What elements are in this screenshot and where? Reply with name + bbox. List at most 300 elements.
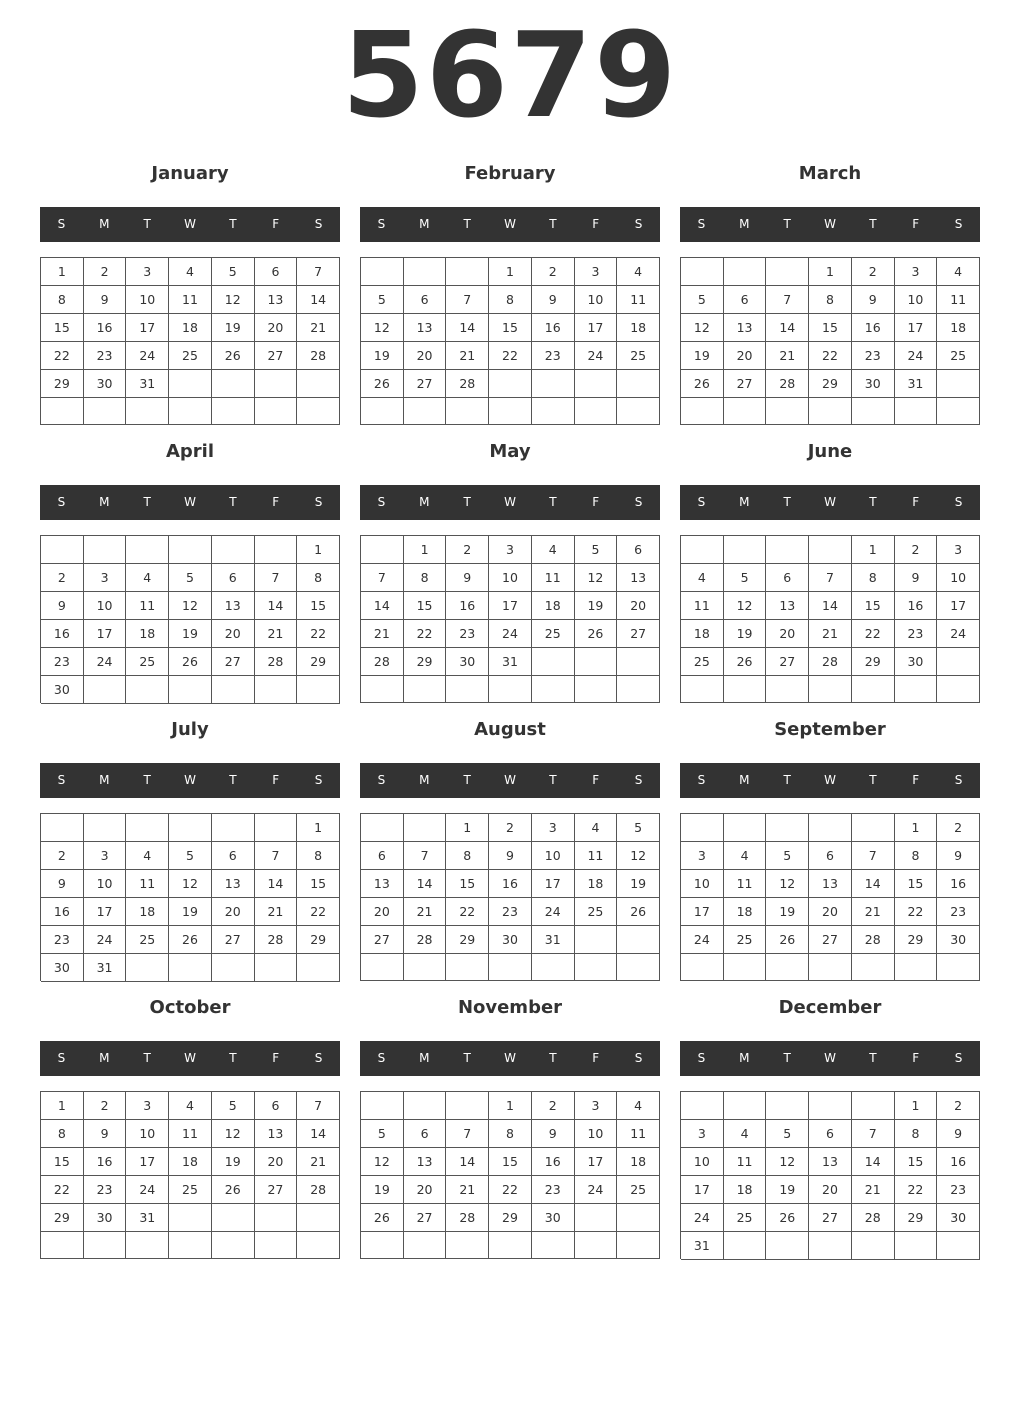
day-cell: 1	[41, 258, 84, 286]
day-cell: 24	[895, 342, 938, 370]
day-cell	[617, 370, 660, 398]
day-cell: 18	[681, 620, 724, 648]
day-cell: 8	[809, 286, 852, 314]
day-cell: 29	[297, 926, 340, 954]
day-cell: 20	[361, 898, 404, 926]
day-cell: 3	[681, 1120, 724, 1148]
day-cell	[212, 954, 255, 982]
day-cell: 11	[681, 592, 724, 620]
day-cell: 14	[404, 870, 447, 898]
day-cell: 11	[937, 286, 980, 314]
day-cell: 13	[809, 870, 852, 898]
day-cell	[681, 814, 724, 842]
day-cell: 19	[212, 314, 255, 342]
weekday-label: F	[272, 217, 280, 231]
day-grid	[680, 1091, 980, 1259]
weekday-label: T	[143, 217, 151, 231]
weekday-label: S	[697, 495, 706, 509]
weekday-label: M	[739, 1051, 750, 1065]
day-cell: 1	[895, 814, 938, 842]
day-cell: 18	[126, 898, 169, 926]
weekday-label: T	[463, 217, 471, 231]
day-cell	[532, 1232, 575, 1259]
day-cell: 19	[361, 342, 404, 370]
day-cell: 22	[895, 1176, 938, 1204]
weekday-label: S	[634, 1051, 643, 1065]
months-grid	[40, 155, 980, 1259]
day-cell: 2	[937, 814, 980, 842]
day-cell: 8	[297, 564, 340, 592]
day-cell: 27	[724, 370, 767, 398]
day-cell	[937, 1232, 980, 1260]
weekday-label: W	[504, 217, 516, 231]
day-cell: 9	[446, 564, 489, 592]
day-cell	[809, 536, 852, 564]
day-cell: 15	[41, 1148, 84, 1176]
day-cell: 14	[809, 592, 852, 620]
day-cell	[361, 814, 404, 842]
day-cell: 5	[681, 286, 724, 314]
day-cell: 3	[126, 1092, 169, 1120]
day-cell: 15	[297, 870, 340, 898]
day-cell: 24	[681, 1204, 724, 1232]
day-cell: 3	[532, 814, 575, 842]
day-cell: 18	[575, 870, 618, 898]
day-cell: 25	[681, 648, 724, 676]
day-cell: 23	[41, 926, 84, 954]
month-calendar-february	[360, 155, 660, 425]
day-cell	[169, 370, 212, 398]
day-cell: 14	[255, 592, 298, 620]
day-cell	[255, 1204, 298, 1232]
day-cell	[255, 676, 298, 704]
day-cell: 27	[404, 1204, 447, 1232]
day-cell: 13	[404, 1148, 447, 1176]
day-cell	[126, 676, 169, 704]
day-cell: 29	[446, 926, 489, 954]
day-cell: 14	[852, 870, 895, 898]
weekday-label: S	[57, 773, 66, 787]
day-cell: 23	[532, 342, 575, 370]
weekday-label: F	[592, 217, 600, 231]
day-cell	[212, 398, 255, 425]
day-cell	[895, 398, 938, 425]
day-cell: 5	[169, 842, 212, 870]
day-cell: 3	[126, 258, 169, 286]
day-cell: 23	[446, 620, 489, 648]
day-cell: 4	[937, 258, 980, 286]
day-cell: 19	[212, 1148, 255, 1176]
day-cell: 17	[126, 314, 169, 342]
day-cell: 1	[297, 536, 340, 564]
day-cell	[681, 398, 724, 425]
month-name: May	[489, 441, 531, 462]
day-cell	[446, 1092, 489, 1120]
day-cell: 7	[809, 564, 852, 592]
day-cell: 14	[297, 286, 340, 314]
day-cell: 30	[532, 1204, 575, 1232]
day-cell	[937, 954, 980, 981]
day-cell: 1	[404, 536, 447, 564]
weekday-label: M	[419, 773, 430, 787]
day-cell	[575, 370, 618, 398]
day-cell: 19	[617, 870, 660, 898]
weekday-header	[40, 485, 340, 520]
day-cell: 23	[937, 1176, 980, 1204]
day-cell	[126, 398, 169, 425]
day-cell: 1	[41, 1092, 84, 1120]
weekday-label: M	[419, 217, 430, 231]
day-cell	[84, 814, 127, 842]
day-cell	[766, 1092, 809, 1120]
day-cell: 19	[681, 342, 724, 370]
day-cell	[617, 1204, 660, 1232]
day-cell: 23	[895, 620, 938, 648]
day-cell: 7	[404, 842, 447, 870]
day-cell: 1	[809, 258, 852, 286]
day-cell	[724, 1092, 767, 1120]
day-cell: 20	[255, 314, 298, 342]
day-cell: 1	[489, 1092, 532, 1120]
day-cell: 18	[532, 592, 575, 620]
day-cell: 5	[575, 536, 618, 564]
weekday-label: S	[377, 773, 386, 787]
day-cell: 18	[617, 1148, 660, 1176]
day-cell: 29	[852, 648, 895, 676]
day-cell	[41, 814, 84, 842]
weekday-label: T	[463, 1051, 471, 1065]
day-cell: 25	[126, 648, 169, 676]
day-cell: 17	[575, 1148, 618, 1176]
weekday-label: M	[739, 495, 750, 509]
day-cell: 8	[446, 842, 489, 870]
day-cell	[852, 676, 895, 703]
day-cell: 22	[446, 898, 489, 926]
day-cell: 4	[169, 1092, 212, 1120]
weekday-label: S	[314, 773, 323, 787]
day-cell: 18	[126, 620, 169, 648]
day-cell	[809, 676, 852, 703]
day-cell: 10	[84, 870, 127, 898]
day-cell: 8	[489, 1120, 532, 1148]
day-cell	[575, 1232, 618, 1259]
day-cell: 8	[297, 842, 340, 870]
day-cell: 14	[446, 1148, 489, 1176]
day-cell	[361, 954, 404, 981]
month-calendar-july	[40, 711, 340, 981]
day-cell	[937, 370, 980, 398]
day-cell: 24	[937, 620, 980, 648]
day-cell	[361, 676, 404, 703]
day-cell: 5	[361, 1120, 404, 1148]
day-cell: 10	[681, 870, 724, 898]
day-cell: 3	[575, 258, 618, 286]
day-cell: 6	[766, 564, 809, 592]
day-cell: 27	[212, 648, 255, 676]
weekday-label: T	[549, 1051, 557, 1065]
weekday-label: T	[143, 773, 151, 787]
day-cell: 16	[937, 870, 980, 898]
day-cell: 7	[255, 564, 298, 592]
day-cell: 8	[895, 1120, 938, 1148]
weekday-label: T	[549, 495, 557, 509]
day-cell: 21	[361, 620, 404, 648]
day-cell	[937, 648, 980, 676]
day-grid	[360, 1091, 660, 1259]
day-cell: 31	[895, 370, 938, 398]
day-cell: 26	[361, 1204, 404, 1232]
day-cell: 23	[937, 898, 980, 926]
day-cell: 14	[852, 1148, 895, 1176]
day-cell: 20	[809, 1176, 852, 1204]
day-cell	[724, 398, 767, 425]
day-cell: 5	[212, 258, 255, 286]
day-grid	[680, 813, 980, 981]
day-cell: 11	[724, 870, 767, 898]
day-cell: 14	[297, 1120, 340, 1148]
day-cell: 23	[84, 342, 127, 370]
weekday-label: F	[592, 773, 600, 787]
day-cell: 3	[937, 536, 980, 564]
day-cell: 1	[852, 536, 895, 564]
day-cell	[724, 1232, 767, 1260]
day-cell: 6	[212, 564, 255, 592]
day-cell	[724, 536, 767, 564]
day-cell	[126, 1232, 169, 1259]
day-cell: 18	[724, 1176, 767, 1204]
day-cell	[766, 676, 809, 703]
day-cell: 6	[617, 536, 660, 564]
day-cell: 21	[446, 1176, 489, 1204]
day-cell: 25	[126, 926, 169, 954]
day-cell: 15	[809, 314, 852, 342]
day-cell: 21	[852, 1176, 895, 1204]
day-cell: 4	[126, 842, 169, 870]
day-cell	[446, 676, 489, 703]
day-cell: 17	[532, 870, 575, 898]
day-cell	[575, 398, 618, 425]
day-cell: 29	[895, 926, 938, 954]
weekday-header	[40, 1041, 340, 1076]
day-cell: 14	[766, 314, 809, 342]
day-cell: 22	[489, 342, 532, 370]
day-cell: 31	[532, 926, 575, 954]
weekday-label: S	[634, 773, 643, 787]
weekday-label: W	[184, 773, 196, 787]
day-cell: 22	[41, 342, 84, 370]
day-cell: 19	[361, 1176, 404, 1204]
day-cell: 26	[766, 1204, 809, 1232]
day-cell: 23	[41, 648, 84, 676]
day-cell: 21	[852, 898, 895, 926]
day-cell: 19	[169, 898, 212, 926]
weekday-label: F	[592, 1051, 600, 1065]
day-cell	[617, 926, 660, 954]
month-name: July	[171, 719, 209, 740]
day-cell: 25	[724, 926, 767, 954]
day-cell: 5	[212, 1092, 255, 1120]
weekday-label: T	[783, 773, 791, 787]
day-cell: 4	[617, 1092, 660, 1120]
day-cell	[297, 1232, 340, 1259]
day-cell	[852, 814, 895, 842]
day-cell: 6	[255, 1092, 298, 1120]
day-cell	[575, 954, 618, 981]
day-cell: 9	[852, 286, 895, 314]
day-cell: 10	[681, 1148, 724, 1176]
weekday-label: S	[954, 495, 963, 509]
weekday-label: M	[99, 1051, 110, 1065]
day-cell: 28	[766, 370, 809, 398]
weekday-label: W	[824, 1051, 836, 1065]
day-cell	[126, 954, 169, 982]
day-cell: 22	[489, 1176, 532, 1204]
day-cell: 27	[617, 620, 660, 648]
day-cell	[575, 676, 618, 703]
day-cell: 29	[404, 648, 447, 676]
day-cell	[617, 1232, 660, 1259]
day-cell: 20	[404, 1176, 447, 1204]
day-cell	[297, 398, 340, 425]
day-cell	[852, 1232, 895, 1260]
day-cell: 21	[297, 314, 340, 342]
day-cell: 14	[255, 870, 298, 898]
day-cell: 27	[766, 648, 809, 676]
weekday-label: M	[99, 495, 110, 509]
month-name: April	[165, 441, 215, 462]
month-calendar-june	[680, 433, 980, 703]
day-cell: 4	[724, 842, 767, 870]
day-cell: 10	[126, 1120, 169, 1148]
day-cell	[532, 370, 575, 398]
day-cell: 3	[895, 258, 938, 286]
day-cell: 10	[575, 1120, 618, 1148]
day-cell: 13	[766, 592, 809, 620]
day-cell: 9	[41, 870, 84, 898]
day-grid	[40, 535, 340, 703]
day-cell: 3	[489, 536, 532, 564]
day-cell	[361, 398, 404, 425]
day-cell	[297, 676, 340, 704]
weekday-label: T	[463, 495, 471, 509]
year-title: 5679	[341, 6, 679, 144]
day-cell: 29	[41, 370, 84, 398]
day-cell	[617, 954, 660, 981]
day-cell: 17	[126, 1148, 169, 1176]
day-cell	[724, 954, 767, 981]
weekday-label: S	[954, 217, 963, 231]
month-calendar-september	[680, 711, 980, 981]
day-cell: 27	[404, 370, 447, 398]
weekday-label: M	[419, 495, 430, 509]
day-cell: 30	[41, 954, 84, 982]
day-cell	[404, 258, 447, 286]
day-cell: 16	[41, 620, 84, 648]
day-cell	[575, 926, 618, 954]
day-cell: 1	[446, 814, 489, 842]
day-cell	[895, 676, 938, 703]
day-cell: 30	[852, 370, 895, 398]
day-cell	[937, 676, 980, 703]
day-cell: 30	[446, 648, 489, 676]
month-calendar-october	[40, 989, 340, 1259]
day-cell: 19	[766, 1176, 809, 1204]
month-name: January	[151, 163, 229, 184]
weekday-label: W	[184, 1051, 196, 1065]
day-cell: 7	[446, 286, 489, 314]
day-cell	[489, 370, 532, 398]
day-cell: 22	[852, 620, 895, 648]
weekday-label: M	[99, 217, 110, 231]
day-cell: 9	[41, 592, 84, 620]
day-cell: 18	[617, 314, 660, 342]
month-calendar-march	[680, 155, 980, 425]
weekday-header	[360, 207, 660, 242]
day-cell: 3	[575, 1092, 618, 1120]
day-cell: 4	[532, 536, 575, 564]
weekday-label: W	[824, 217, 836, 231]
day-cell: 7	[852, 1120, 895, 1148]
day-cell: 6	[809, 842, 852, 870]
day-cell: 31	[489, 648, 532, 676]
day-cell: 22	[297, 620, 340, 648]
weekday-header	[360, 485, 660, 520]
weekday-label: M	[739, 217, 750, 231]
day-cell: 14	[446, 314, 489, 342]
day-cell: 21	[255, 620, 298, 648]
day-cell: 16	[937, 1148, 980, 1176]
month-name: November	[457, 997, 563, 1018]
day-cell: 13	[361, 870, 404, 898]
day-cell	[681, 258, 724, 286]
day-cell	[575, 1204, 618, 1232]
day-cell	[169, 676, 212, 704]
day-cell: 20	[724, 342, 767, 370]
day-cell	[681, 676, 724, 703]
day-cell	[212, 536, 255, 564]
day-cell: 2	[532, 1092, 575, 1120]
weekday-label: S	[314, 1051, 323, 1065]
day-cell: 29	[809, 370, 852, 398]
day-cell: 26	[766, 926, 809, 954]
day-cell: 6	[809, 1120, 852, 1148]
month-calendar-january	[40, 155, 340, 425]
day-cell	[84, 1232, 127, 1259]
day-cell: 28	[297, 1176, 340, 1204]
day-cell: 28	[361, 648, 404, 676]
day-cell: 1	[489, 258, 532, 286]
day-cell: 20	[617, 592, 660, 620]
weekday-header	[680, 485, 980, 520]
day-cell: 25	[937, 342, 980, 370]
weekday-label: F	[592, 495, 600, 509]
day-cell	[212, 814, 255, 842]
day-cell	[895, 1232, 938, 1260]
day-cell	[255, 954, 298, 982]
day-cell	[41, 1232, 84, 1259]
day-cell: 12	[212, 286, 255, 314]
day-cell	[809, 814, 852, 842]
day-cell: 27	[255, 1176, 298, 1204]
weekday-label: T	[783, 217, 791, 231]
day-cell	[297, 370, 340, 398]
day-cell: 7	[361, 564, 404, 592]
day-cell	[852, 954, 895, 981]
day-cell: 2	[84, 258, 127, 286]
day-cell	[766, 814, 809, 842]
day-cell: 12	[169, 592, 212, 620]
day-cell	[446, 258, 489, 286]
